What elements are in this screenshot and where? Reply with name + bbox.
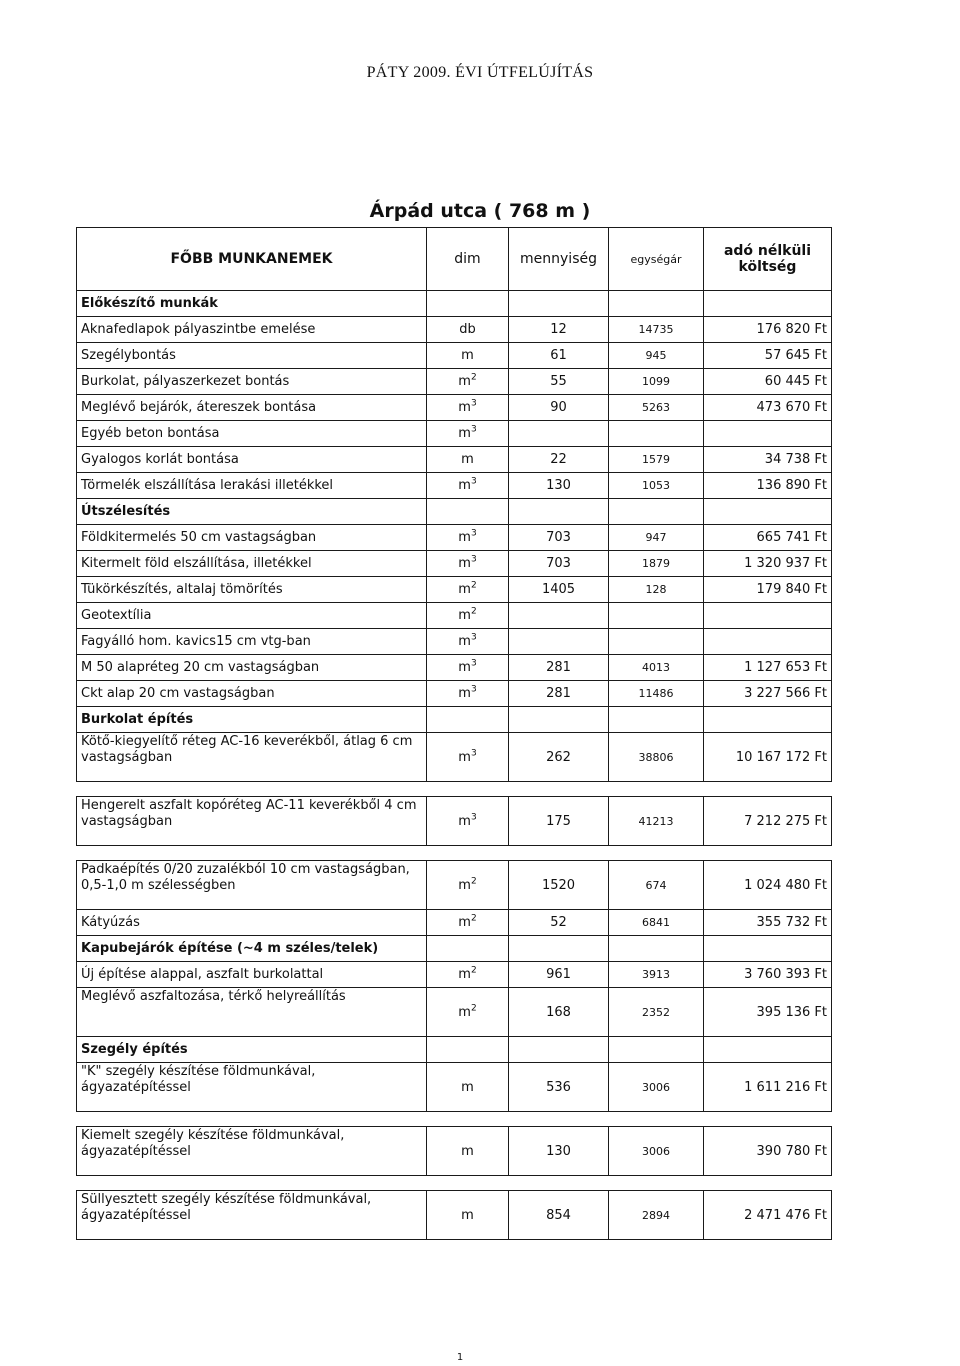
table-spacer-row [77, 1176, 832, 1191]
section-title: Kapubejárók építése (~4 m széles/telek) [77, 936, 427, 962]
empty-cell [427, 499, 509, 525]
empty-cell [509, 707, 609, 733]
quantity-cell [509, 629, 609, 655]
table-row [77, 1127, 832, 1176]
unit-price-cell: 674 [609, 861, 704, 910]
net-cost-cell: 57 645 Ft [704, 343, 832, 369]
quantity-cell: 703 [509, 551, 609, 577]
net-cost-cell: 355 732 Ft [704, 910, 832, 936]
unit-cell [427, 681, 509, 707]
spacer-cell [704, 1176, 832, 1191]
unit-text: m [461, 1207, 474, 1223]
empty-cell [704, 936, 832, 962]
quantity-cell: 130 [509, 1127, 609, 1176]
unit-cell [427, 447, 509, 473]
page-title: Árpád utca ( 768 m ) [369, 200, 591, 222]
spacer-cell [509, 1112, 609, 1127]
section-title: Burkolat építés [77, 707, 427, 733]
table-row [77, 343, 832, 369]
net-cost-cell [704, 421, 832, 447]
unit-cell [427, 343, 509, 369]
unit-price-cell: 1053 [609, 473, 704, 499]
section-header-row [77, 936, 832, 962]
spacer-cell [704, 782, 832, 797]
work-item-name: Geotextília [77, 603, 427, 629]
net-cost-cell: 34 738 Ft [704, 447, 832, 473]
net-cost-cell: 390 780 Ft [704, 1127, 832, 1176]
work-item-name: Kitermelt föld elszállítása, illetékkel [77, 551, 427, 577]
table-row [77, 525, 832, 551]
quantity-cell: 854 [509, 1191, 609, 1240]
unit-cell [427, 603, 509, 629]
table-spacer-row [77, 846, 832, 861]
unit-exponent: 3 [470, 528, 477, 539]
unit-cell [427, 395, 509, 421]
section-title: Útszélesítés [77, 499, 427, 525]
net-cost-cell: 176 820 Ft [704, 317, 832, 343]
unit-exponent: 3 [470, 812, 477, 823]
table-header-row [77, 228, 832, 291]
work-item-name: Kötő-kiegyelítő réteg AC-16 keverékből, átlag 6 cm vastagságban [77, 733, 427, 782]
net-cost-cell: 1 611 216 Ft [704, 1063, 832, 1112]
net-cost-cell: 10 167 172 Ft [704, 733, 832, 782]
empty-cell [704, 707, 832, 733]
table-row [77, 681, 832, 707]
table-spacer-row [77, 782, 832, 797]
spacer-cell [704, 846, 832, 861]
net-cost-cell: 1 024 480 Ft [704, 861, 832, 910]
unit-text: m [461, 1079, 474, 1095]
unit-cell [427, 629, 509, 655]
net-cost-cell: 473 670 Ft [704, 395, 832, 421]
work-item-name: Hengerelt aszfalt kopóréteg AC-11 keverékből 4 cm vastagságban [77, 797, 427, 846]
spacer-cell [427, 1112, 509, 1127]
work-item-name: Szegélybontás [77, 343, 427, 369]
empty-cell [609, 1037, 704, 1063]
empty-cell [704, 499, 832, 525]
section-header-row [77, 291, 832, 317]
table-row [77, 395, 832, 421]
table-row [77, 369, 832, 395]
unit-text: m [458, 813, 471, 829]
spacer-cell [609, 782, 704, 797]
quantity-cell: 130 [509, 473, 609, 499]
unit-exponent: 2 [470, 1003, 477, 1014]
empty-cell [427, 1037, 509, 1063]
spacer-cell [609, 1176, 704, 1191]
unit-text: m [458, 400, 471, 415]
unit-exponent: 2 [470, 372, 477, 383]
net-cost-cell [704, 603, 832, 629]
table-spacer-row [77, 1112, 832, 1127]
unit-exponent: 3 [470, 398, 477, 409]
header-unit-price: egységár [609, 228, 704, 291]
spacer-cell [427, 1176, 509, 1191]
quantity-cell: 61 [509, 343, 609, 369]
unit-price-cell [609, 629, 704, 655]
empty-cell [509, 499, 609, 525]
unit-text: m [458, 530, 471, 545]
empty-cell [609, 707, 704, 733]
work-item-name: Padkaépítés 0/20 zuzalékból 10 cm vastagságban, 0,5-1,0 m szélességben [77, 861, 427, 910]
empty-cell [427, 291, 509, 317]
unit-price-cell: 3913 [609, 962, 704, 988]
unit-cell [427, 317, 509, 343]
unit-exponent: 2 [470, 876, 477, 887]
unit-cell [427, 797, 509, 846]
work-item-name: Burkolat, pályaszerkezet bontás [77, 369, 427, 395]
unit-text: m [458, 1004, 471, 1020]
unit-text: m [458, 915, 471, 930]
table-row [77, 629, 832, 655]
net-cost-cell: 2 471 476 Ft [704, 1191, 832, 1240]
unit-cell [427, 1191, 509, 1240]
quantity-cell: 1520 [509, 861, 609, 910]
table-row [77, 447, 832, 473]
net-cost-cell: 136 890 Ft [704, 473, 832, 499]
spacer-cell [77, 1112, 427, 1127]
table-row [77, 988, 832, 1037]
net-cost-cell: 1 127 653 Ft [704, 655, 832, 681]
unit-text: m [458, 582, 471, 597]
empty-cell [427, 707, 509, 733]
unit-text: m [461, 452, 474, 467]
table-row [77, 733, 832, 782]
unit-cell [427, 369, 509, 395]
quantity-cell: 1405 [509, 577, 609, 603]
work-item-name: M 50 alapréteg 20 cm vastagságban [77, 655, 427, 681]
unit-price-cell: 945 [609, 343, 704, 369]
unit-text: db [459, 322, 476, 337]
spacer-cell [509, 1176, 609, 1191]
unit-exponent: 2 [470, 580, 477, 591]
table-row [77, 473, 832, 499]
work-item-name: "K" szegély készítése földmunkával, ágyazatépítéssel [77, 1063, 427, 1112]
unit-price-cell [609, 421, 704, 447]
unit-cell [427, 1063, 509, 1112]
empty-cell [609, 936, 704, 962]
unit-price-cell: 4013 [609, 655, 704, 681]
unit-exponent: 2 [470, 913, 477, 924]
header-net-cost-line1: adó nélküli [723, 242, 812, 259]
unit-text: m [458, 426, 471, 441]
work-item-name: Aknafedlapok pályaszintbe emelése [77, 317, 427, 343]
unit-exponent: 2 [470, 965, 477, 976]
unit-text: m [461, 1143, 474, 1159]
quantity-cell: 52 [509, 910, 609, 936]
net-cost-cell: 3 760 393 Ft [704, 962, 832, 988]
header-dim: dim [427, 228, 509, 291]
quantity-cell: 262 [509, 733, 609, 782]
empty-cell [609, 499, 704, 525]
unit-price-cell: 5263 [609, 395, 704, 421]
unit-exponent: 3 [470, 424, 477, 435]
unit-price-cell: 1879 [609, 551, 704, 577]
spacer-cell [509, 782, 609, 797]
quantity-cell: 90 [509, 395, 609, 421]
unit-cell [427, 525, 509, 551]
quantity-cell: 536 [509, 1063, 609, 1112]
unit-price-cell: 14735 [609, 317, 704, 343]
work-item-name: Egyéb beton bontása [77, 421, 427, 447]
quantity-cell: 281 [509, 655, 609, 681]
spacer-cell [427, 782, 509, 797]
unit-cell [427, 577, 509, 603]
work-item-name: Kiemelt szegély készítése földmunkával, ágyazatépítéssel [77, 1127, 427, 1176]
table-row [77, 962, 832, 988]
section-header-row [77, 707, 832, 733]
unit-text: m [458, 749, 471, 765]
work-item-name: Földkitermelés 50 cm vastagságban [77, 525, 427, 551]
spacer-cell [427, 846, 509, 861]
work-item-name: Fagyálló hom. kavics15 cm vtg-ban [77, 629, 427, 655]
work-item-name: Süllyesztett szegély készítése földmunkával, ágyazatépítéssel [77, 1191, 427, 1240]
work-item-name: Kátyúzás [77, 910, 427, 936]
net-cost-cell: 3 227 566 Ft [704, 681, 832, 707]
unit-price-cell: 2894 [609, 1191, 704, 1240]
cost-table [76, 227, 832, 1240]
unit-price-cell: 6841 [609, 910, 704, 936]
unit-cell [427, 861, 509, 910]
table-row [77, 1191, 832, 1240]
net-cost-cell: 60 445 Ft [704, 369, 832, 395]
quantity-cell: 961 [509, 962, 609, 988]
unit-text: m [458, 634, 471, 649]
unit-text: m [458, 967, 471, 982]
page-number: 1 [456, 1352, 464, 1363]
unit-cell [427, 910, 509, 936]
empty-cell [427, 936, 509, 962]
quantity-cell [509, 421, 609, 447]
document-header: PÁTY 2009. ÉVI ÚTFELÚJÍTÁS [366, 64, 594, 81]
net-cost-cell: 1 320 937 Ft [704, 551, 832, 577]
work-item-name: Meglévő bejárók, átereszek bontása [77, 395, 427, 421]
unit-cell [427, 551, 509, 577]
net-cost-cell [704, 629, 832, 655]
table-row [77, 317, 832, 343]
empty-cell [704, 291, 832, 317]
work-item-name: Törmelék elszállítása lerakási illetékkel [77, 473, 427, 499]
quantity-cell [509, 603, 609, 629]
unit-price-cell: 128 [609, 577, 704, 603]
table-row [77, 1063, 832, 1112]
section-header-row [77, 1037, 832, 1063]
spacer-cell [77, 782, 427, 797]
unit-text: m [458, 686, 471, 701]
empty-cell [509, 1037, 609, 1063]
table-row [77, 551, 832, 577]
spacer-cell [609, 1112, 704, 1127]
unit-cell [427, 655, 509, 681]
unit-cell [427, 962, 509, 988]
work-item-name: Új építése alappal, aszfalt burkolattal [77, 962, 427, 988]
unit-exponent: 2 [470, 606, 477, 617]
net-cost-cell: 665 741 Ft [704, 525, 832, 551]
work-item-name: Gyalogos korlát bontása [77, 447, 427, 473]
net-cost-cell: 7 212 275 Ft [704, 797, 832, 846]
unit-price-cell: 3006 [609, 1063, 704, 1112]
section-header-row [77, 499, 832, 525]
unit-text: m [458, 877, 471, 893]
net-cost-cell: 179 840 Ft [704, 577, 832, 603]
empty-cell [704, 1037, 832, 1063]
unit-exponent: 3 [470, 748, 477, 759]
spacer-cell [77, 846, 427, 861]
unit-exponent: 3 [470, 632, 477, 643]
unit-text: m [461, 348, 474, 363]
unit-text: m [458, 478, 471, 493]
table-row [77, 797, 832, 846]
spacer-cell [77, 1176, 427, 1191]
quantity-cell: 703 [509, 525, 609, 551]
table-row [77, 910, 832, 936]
unit-price-cell: 41213 [609, 797, 704, 846]
work-item-name: Meglévő aszfaltozása, térkő helyreállítás [77, 988, 427, 1037]
quantity-cell: 22 [509, 447, 609, 473]
quantity-cell: 55 [509, 369, 609, 395]
unit-price-cell: 1579 [609, 447, 704, 473]
unit-price-cell: 11486 [609, 681, 704, 707]
spacer-cell [704, 1112, 832, 1127]
table-row [77, 603, 832, 629]
empty-cell [509, 936, 609, 962]
unit-cell [427, 1127, 509, 1176]
unit-price-cell: 3006 [609, 1127, 704, 1176]
header-net-cost-line2: költség [738, 259, 797, 275]
unit-text: m [458, 374, 471, 389]
quantity-cell: 168 [509, 988, 609, 1037]
header-net-cost [704, 228, 832, 291]
unit-price-cell: 1099 [609, 369, 704, 395]
unit-cell [427, 421, 509, 447]
unit-exponent: 3 [470, 684, 477, 695]
unit-price-cell: 38806 [609, 733, 704, 782]
unit-price-cell: 2352 [609, 988, 704, 1037]
unit-exponent: 3 [470, 476, 477, 487]
unit-cell [427, 733, 509, 782]
header-work-items: FŐBB MUNKANEMEK [77, 228, 427, 291]
table-body [77, 291, 832, 1240]
unit-exponent: 3 [470, 658, 477, 669]
empty-cell [609, 291, 704, 317]
unit-text: m [458, 608, 471, 623]
header-quantity: mennyiség [509, 228, 609, 291]
quantity-cell: 281 [509, 681, 609, 707]
unit-text: m [458, 660, 471, 675]
work-item-name: Tükörkészítés, altalaj tömörítés [77, 577, 427, 603]
unit-cell [427, 473, 509, 499]
table-row [77, 577, 832, 603]
table-row [77, 861, 832, 910]
unit-text: m [458, 556, 471, 571]
section-title: Előkészítő munkák [77, 291, 427, 317]
table-row [77, 655, 832, 681]
spacer-cell [609, 846, 704, 861]
net-cost-cell: 395 136 Ft [704, 988, 832, 1037]
unit-price-cell: 947 [609, 525, 704, 551]
empty-cell [509, 291, 609, 317]
unit-cell [427, 988, 509, 1037]
table-row [77, 421, 832, 447]
quantity-cell: 175 [509, 797, 609, 846]
work-item-name: Ckt alap 20 cm vastagságban [77, 681, 427, 707]
spacer-cell [509, 846, 609, 861]
section-title: Szegély építés [77, 1037, 427, 1063]
quantity-cell: 12 [509, 317, 609, 343]
unit-exponent: 3 [470, 554, 477, 565]
unit-price-cell [609, 603, 704, 629]
